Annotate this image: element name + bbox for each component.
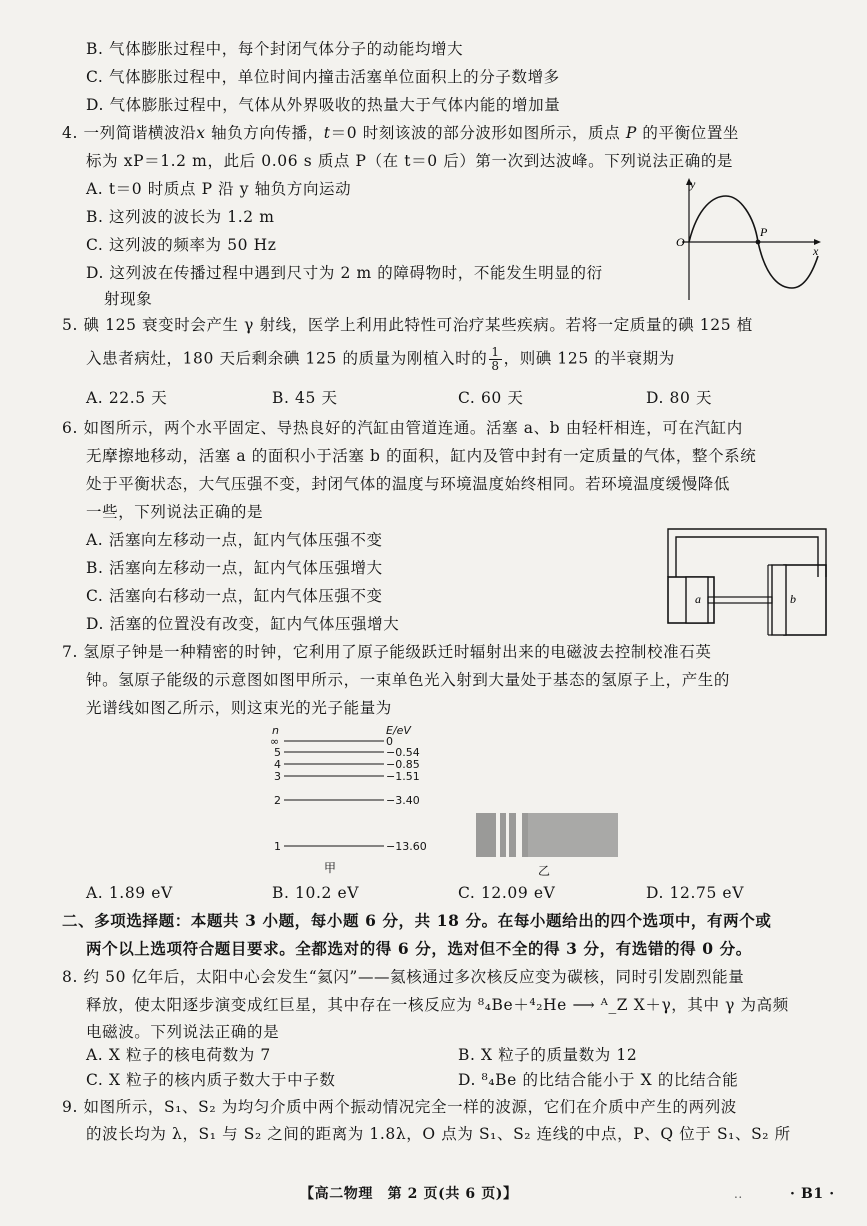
q5-stem-line2 <box>86 346 675 373</box>
level-4-e: −0.85 <box>386 758 420 771</box>
q8-stem-line3: 电磁波。下列说法正确的是 <box>86 1023 280 1041</box>
q4-var-t: t <box>323 124 331 142</box>
q4-stem-part: ＝0 时刻该波的部分波形如图所示，质点 <box>330 124 626 142</box>
q4-option-d-line2: 射现象 <box>104 290 153 308</box>
q5-stem-part: ，则碘 125 的半衰期为 <box>503 349 675 368</box>
q6-stem-line3: 处于平衡状态，大气压强不变，封闭气体的温度与环境温度始终相同。若环境温度缓慢降低 <box>86 475 731 493</box>
level-2-e: −3.40 <box>386 794 420 807</box>
q6-stem-line1: 6. 如图所示，两个水平固定、导热良好的汽缸由管道连通。活塞 a、b 由轻杆相连，可在汽缸内 <box>62 419 743 437</box>
q9-stem-line2: 的波长均为 λ，S₁ 与 S₂ 之间的距离为 1.8λ，O 点为 S₁、S₂ 连线的中点，P、Q 位于 S₁、S₂ 所 <box>86 1125 791 1143</box>
q4-stem-part: 的平衡位置坐 <box>636 124 740 142</box>
q3-option-d: D. 气体膨胀过程中，气体从外界吸收的热量大于气体内能的增加量 <box>86 96 561 114</box>
q7-option-b: B. 10.2 eV <box>272 884 360 902</box>
q8-option-c: C. X 粒子的核内质子数大于中子数 <box>86 1071 336 1089</box>
q5-frac-num: 1 <box>491 345 500 359</box>
level-3-e: −1.51 <box>386 770 420 783</box>
q8-stem-line1: 8. 约 50 亿年后，太阳中心会发生“氦闪”——氦核通过多次核反应变为碳核，同时引发剧烈能量 <box>62 968 745 986</box>
energy-level-diagram <box>262 722 462 880</box>
spectrum-gap <box>516 813 522 857</box>
q8-option-a: A. X 粒子的核电荷数为 7 <box>86 1046 271 1064</box>
q4-var-x: x <box>196 124 206 142</box>
wave-figure <box>676 176 826 304</box>
q4-option-b: B. 这列波的波长为 1.2 m <box>86 208 275 226</box>
spectrum-band <box>528 813 618 857</box>
q7-option-a: A. 1.89 eV <box>86 884 173 902</box>
q5-option-b: B. 45 天 <box>272 389 338 407</box>
level-5-e: −0.54 <box>386 746 420 759</box>
level-1-e: −13.60 <box>386 840 427 853</box>
level-4-n: 4 <box>274 758 281 771</box>
spectrum-gap <box>506 813 509 857</box>
q4-stem-line1 <box>62 122 739 144</box>
figure-jia-caption: 甲 <box>324 861 337 875</box>
q7-stem-line3: 光谱线如图乙所示，则这束光的光子能量为 <box>86 699 392 717</box>
level-3-n: 3 <box>274 770 281 783</box>
q5-option-a: A. 22.5 天 <box>86 389 168 407</box>
q5-option-c: C. 60 天 <box>458 389 524 407</box>
figure-yi-caption: 乙 <box>538 864 551 878</box>
n-axis-label: n <box>272 724 279 737</box>
level-inf-n: ∞ <box>270 735 280 748</box>
q5-frac-den: 8 <box>491 359 500 373</box>
piston-b-label: b <box>790 592 796 606</box>
q4-option-a: A. t＝0 时质点 P 沿 y 轴负方向运动 <box>86 180 352 198</box>
q6-option-d: D. 活塞的位置没有改变，缸内气体压强增大 <box>86 615 400 633</box>
spectrum-figure <box>476 813 618 857</box>
q4-stem-line2: 标为 xP＝1.2 m，此后 0.06 s 质点 P（在 t＝0 后）第一次到达波峰。下列说法正确的是 <box>86 152 734 170</box>
section-2-heading-line1: 二、多项选择题：本题共 3 小题，每小题 6 分，共 18 分。在每小题给出的四个选项中，有两个或 <box>62 911 772 930</box>
q5-fraction <box>489 346 501 373</box>
q3-option-c: C. 气体膨胀过程中，单位时间内撞击活塞单位面积上的分子数增多 <box>86 68 560 86</box>
q4-option-c: C. 这列波的频率为 50 Hz <box>86 236 277 254</box>
q5-stem-line1: 5. 碘 125 衰变时会产生 γ 射线，医学上利用此特性可治疗某些疾病。若将一定质量的碘 125 植 <box>62 316 753 334</box>
q8-option-d: D. ⁸₄Be 的比结合能小于 X 的比结合能 <box>458 1071 739 1089</box>
q7-option-d: D. 12.75 eV <box>646 884 744 902</box>
q6-option-c: C. 活塞向右移动一点，缸内气体压强不变 <box>86 587 383 605</box>
section-2-heading-line2: 两个以上选项符合题目要求。全都选对的得 6 分，选对但不全的得 3 分，有选错的得 0 分。 <box>86 939 752 958</box>
level-2-n: 2 <box>274 794 281 807</box>
level-inf-e: 0 <box>386 735 393 748</box>
q4-option-d-line1: D. 这列波在传播过程中遇到尺寸为 2 m 的障碍物时，不能发生明显的衍 <box>86 264 603 282</box>
q5-stem-part: 入患者病灶，180 天后剩余碘 125 的质量为刚植入时的 <box>86 349 488 368</box>
q5-option-d: D. 80 天 <box>646 389 713 407</box>
piston-a-label: a <box>695 592 701 606</box>
q7-option-c: C. 12.09 eV <box>458 884 556 902</box>
q7-stem-line1: 7. 氢原子钟是一种精密的时钟，它利用了原子能级跃迁时辐射出来的电磁波去控制校准石英 <box>62 643 712 661</box>
q4-var-p: P <box>625 124 637 142</box>
q9-stem-line1: 9. 如图所示，S₁、S₂ 为均匀介质中两个振动情况完全一样的波源，它们在介质中产生的两列波 <box>62 1098 737 1116</box>
q6-stem-line2: 无摩擦地移动，活塞 a 的面积小于活塞 b 的面积，缸内及管中封有一定质量的气体，整个系统 <box>86 447 757 465</box>
wave-y-label: y <box>690 177 696 191</box>
q6-option-b: B. 活塞向左移动一点，缸内气体压强增大 <box>86 559 383 577</box>
wave-p-label: P <box>760 225 768 239</box>
footer-dots: .. <box>734 1187 743 1201</box>
q6-option-a: A. 活塞向左移动一点，缸内气体压强不变 <box>86 531 383 549</box>
q6-stem-line4: 一些，下列说法正确的是 <box>86 503 264 521</box>
q7-stem-line2: 钟。氢原子能级的示意图如图甲所示，一束单色光入射到大量处于基态的氢原子上，产生的 <box>86 671 731 689</box>
page-footer: 【高二物理 第 2 页(共 6 页)】 <box>300 1186 518 1202</box>
e-axis-label: E/eV <box>386 724 411 737</box>
q4-stem-part: 轴负方向传播， <box>205 124 324 142</box>
wave-x-label: x <box>813 244 819 258</box>
wave-origin-label: O <box>676 235 685 249</box>
level-1-n: 1 <box>274 840 281 853</box>
q4-stem-part: 4. 一列简谐横波沿 <box>62 124 197 142</box>
spectrum-gap <box>496 813 500 857</box>
q3-option-b: B. 气体膨胀过程中，每个封闭气体分子的动能均增大 <box>86 40 464 58</box>
q8-option-b: B. X 粒子的质量数为 12 <box>458 1046 638 1064</box>
cylinder-figure <box>664 525 834 640</box>
level-5-n: 5 <box>274 746 281 759</box>
page-code: · B1 · <box>790 1186 835 1202</box>
q8-stem-line2: 释放，使太阳逐步演变成红巨星，其中存在一核反应为 ⁸₄Be＋⁴₂He ⟶ ᴬ_Z X＋γ，其中 γ 为高频 <box>86 996 789 1014</box>
